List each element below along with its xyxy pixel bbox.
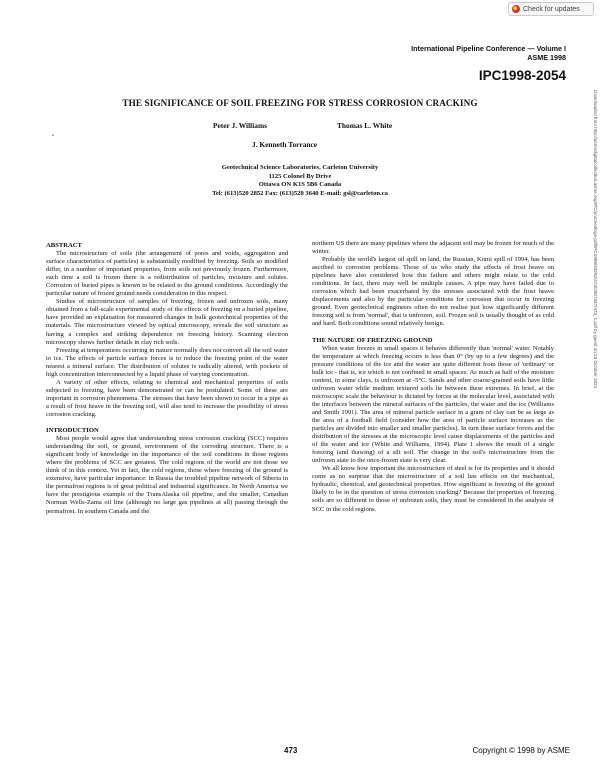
page-number: 473 [284,746,298,755]
affiliation-block [0,164,600,198]
abstract-heading: ABSTRACT [46,242,82,249]
author-3: J. Kenneth Torrance [252,140,318,149]
paper-title: THE SIGNIFICANCE OF SOIL FREEZING FOR STRESS CORROSION CRACKING [122,98,478,108]
check-for-updates-label: Check for updates [523,5,580,13]
komi-spill-paragraph: Probably the world's largest oil spill on land, the Russian, Komi spill of 1994, has been ascribed to corrosion problems. Those of us who study the effects of frost heave on pipelines have also considered how this failure and others might relate to the cold conditions. In fact, there may well be multiple causes. A pipe may have failed due to corrosion which had been exacerbated by the stresses associated with the frost heave displacements and also by the particular conditions for corrosion that occur in freezing ground. Even geotechnical engineers often do not realise just how significantly different freezing soil is from 'normal', that is unfrozen, soil. Frozen soil is usually thought of as cold and hard. Both conditions sound relatively benign. [312,256,554,328]
conference-name: International Pipeline Conference — Volume I [411,44,566,53]
freezing-ground-heading: THE NATURE OF FREEZING GROUND [312,336,433,344]
download-watermark: Downloaded from http://asmedigitalcollection.asme.org/IPC/proceedings-pdf/IPC1998/40252/473/2507337/473_1.pdf by guest on 23 October 2021 [593,90,598,389]
affiliation-line-2: 1125 Colonel By Drive [268,172,332,180]
affiliation-line-1: Geotechnical Science Laboratories, Carleton University [221,164,379,171]
conference-organizer: ASME 1998 [527,53,566,62]
abstract-paragraph-3: Freezing at temperatures occurring in nature normally does not convert all the soil water to ice. The effects of particle surface forces is to reduce the freezing point of the water nearest a mineral surface. The distribution of solutes is radically altered, with pockets of high concentration interconnected by a liquid phase of varying concentration. [46,346,288,378]
abstract-paragraph-4: A variety of other effects, relating to chemical and mechanical properties of soils subjected to freezing, have been demonstrated or can be postulated. Some of these are important in corrosion phenomena. The stresses that have been shown to occur in a pipe as a result of frost heave in the freezing soil, will also tend to increase the possibility of stress corrosion cracking. [46,378,288,418]
right-column [312,240,554,514]
introduction-heading: INTRODUCTION [46,427,99,435]
author-2: Thomas L. White [337,121,393,130]
freezing-ground-paragraph: When water freezes in small spaces it behaves differently than 'normal' water. Notably the temperature at which freezing occurs is less than 0° (by up to a few degrees) and the pressure conditions of the ice and the water are quite different from those of 'ordinary' or bulk ice - that is, ice which is not confined in small spaces. As much as half of the moisture content, in some clays, is unfrozen at -5°C. Sands and other coarse-grained soils have little unfrozen water while medium textured soils lie between these extremes. In brief, at the microscopic scale the behaviour is dictated by forces at the molecular level, associated with the interfaces between the mineral surfaces of the particles, the water and the ice (Williams and Smith 1991). The area of mineral particle surface in a gram of clay can be as large as the area of a football field (consider how the area of particle surface increases as the particles are divided into smaller and smaller particles). In turn these surface forces and the distribution of the stresses at the microscopic level cause displacements of the particles and of the water and ice (White and Williams, 1994). Plate 1 shows the result of a single freezing (and thawing) of a silt soil. The change in the soil's microstructure from the unfrozen state to the once-frozen state is very clear. [312,344,554,465]
abstract-paragraph-1: The microstructure of soils (the arrangement of pores and voids, aggregation and surface characteristics of particles) is substantially modified by freezing. Soils so modified differ, in a number of important properties, from soils not previously frozen. Furthermore, each time a soil is frozen there is a redistribution of particles, moisture and solutes. Corrosion of buried pipes is known to be related to the ground conditions. Accordingly the particular nature of frozen ground needs consideration in this respect. [46,250,288,298]
left-column [46,240,288,516]
conference-header [411,44,566,62]
copyright-notice: Copyright © 1998 by ASME [472,746,570,755]
continuation-paragraph: northern US there are many pipelines where the adjacent soil may be frozen for much of the winter. [312,240,554,256]
introduction-paragraph: Most people would agree that understanding stress corrosion cracking (SCC) requires understanding the soil, or ground, environment of the corroding structure. There is a significant body of knowledge on the importance of the soil conditions in those regions where the problems of SCC are greatest. The cold regions of the world are not those we think of in this context. Yet in fact, the cold regions, those where freezing of the ground is extensive, have particular importance: in Russia the troubled pipeline network of Siberia in the permafrost regions is of great political and industrial significance. In North America we have the prestigious example of the TransAlaska oil pipeline, and the smaller, Canadian Norman Wells-Zama oil line (although no large gas pipelines at all) passing through the permafrost. In southern Canada and the [46,435,288,515]
check-for-updates-badge[interactable] [508,2,594,16]
affiliation-line-3: Ottawa ON K1S 5B6 Canada [258,181,342,189]
stray-dot: • [52,134,54,139]
abstract-paragraph-2: Studies of microstructure of samples of freezing, frozen and unfrozen soils, many obtained from a full-scale experimental study of the effects of freezing on a buried pipeline, have provided an explanation for measured changes in bulk geotechnical properties of the materials. The microstructure viewed by optical microscopy, reveals the soil structure as having a complex and striking dependence on freezing history. Scanning electron microscopy shows further details in clay rich soils. [46,298,288,346]
microstructure-paragraph: We all know how important the microstructure of steel is for its properties and it should come as no surprise that the microstructure of a soil has effects on the mechanical, hydraulic, chemical, and geotechnical properties. How significant is freezing of the ground likely to be in the question of stress corrosion cracking? Because the properties of freezing soils are so different to those of unfrozen soils, they must be considered in the analysis of SCC in the cold regions. [312,465,554,513]
affiliation-line-4: Tel: (613)520 2852 Fax: (613)520 3640 E-mail: gsl@carleton.ca [212,189,388,197]
paper-id: IPC1998-2054 [478,68,566,83]
crossmark-icon [512,5,520,13]
author-1: Peter J. Williams [213,121,267,130]
